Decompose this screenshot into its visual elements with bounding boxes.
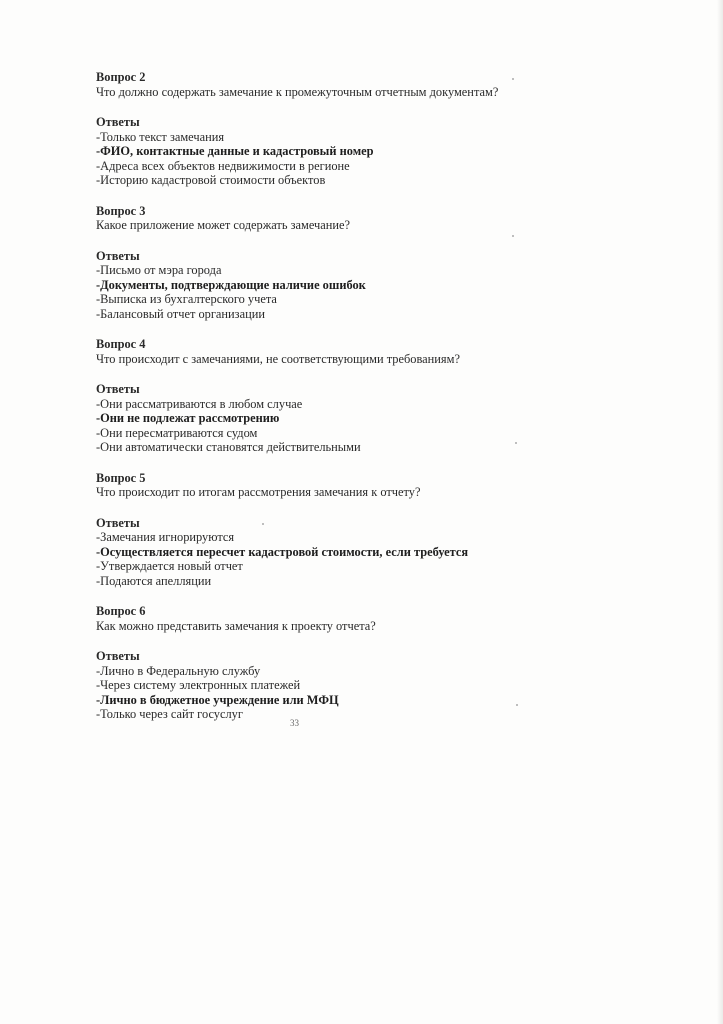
answer-option-correct: -Осуществляется пересчет кадастровой стоимости, если требуется (96, 544, 469, 559)
answers-heading: Ответы (96, 649, 140, 663)
answers-heading: Ответы (96, 115, 140, 129)
answer-option: -Письмо от мэра города (96, 263, 222, 277)
question-block-5 (96, 471, 656, 500)
answer-option: -Они автоматически становятся действительными (96, 440, 361, 454)
document-page (96, 70, 656, 722)
answer-option: -Выписка из бухгалтерского учета (96, 292, 277, 306)
question-text: Какое приложение может содержать замечание? (96, 218, 351, 232)
question-block-2 (96, 70, 656, 99)
answer-option: -Лично в Федеральную службу (96, 663, 261, 678)
answers-heading: Ответы (96, 382, 140, 396)
answer-option: -Замечания игнорируются (96, 530, 235, 544)
answer-option-correct: -ФИО, контактные данные и кадастровый номер (96, 144, 374, 158)
question-text: Как можно представить замечания к проекту отчета? (96, 618, 376, 633)
scan-edge-shadow (717, 0, 723, 1024)
answer-option: -Только текст замечания (96, 129, 225, 144)
question-title: Вопрос 4 (96, 337, 146, 351)
question-title: Вопрос 3 (96, 203, 146, 218)
question-text: Что должно содержать замечание к промежуточным отчетным документам? (96, 84, 499, 99)
answers-block-2 (96, 115, 656, 188)
answer-option-correct: -Документы, подтверждающие наличие ошибок (96, 277, 366, 292)
answers-block-5 (96, 516, 656, 589)
answer-option: -Адреса всех объектов недвижимости в регионе (96, 158, 350, 173)
question-title: Вопрос 2 (96, 70, 146, 84)
question-title: Вопрос 6 (96, 604, 146, 618)
answer-option: -Утверждается новый отчет (96, 559, 243, 573)
answer-option: -Подаются апелляции (96, 573, 212, 588)
question-text: Что происходит с замечаниями, не соответствующими требованиям? (96, 351, 460, 366)
answers-block-4 (96, 382, 656, 455)
answer-option: -Они пересматриваются судом (96, 425, 258, 440)
answers-block-6 (96, 649, 656, 722)
answer-option-correct: -Они не подлежат рассмотрению (96, 411, 280, 425)
page-number: 33 (290, 718, 299, 728)
answer-option: -Они рассматриваются в любом случае (96, 396, 303, 411)
question-block-4 (96, 337, 656, 366)
answers-heading: Ответы (96, 248, 140, 263)
answers-block-3 (96, 249, 656, 322)
question-block-6 (96, 604, 656, 633)
answers-heading: Ответы (96, 515, 140, 530)
answer-option: -Историю кадастровой стоимости объектов (96, 173, 326, 187)
answer-option: -Через систему электронных платежей (96, 678, 301, 692)
answer-option: -Балансовый отчет организации (96, 306, 265, 321)
answer-option-correct: -Лично в бюджетное учреждение или МФЦ (96, 692, 339, 707)
question-block-3 (96, 204, 656, 233)
answer-option: -Только через сайт госуслуг (96, 707, 243, 721)
question-text: Что происходит по итогам рассмотрения замечания к отчету? (96, 485, 421, 499)
question-title: Вопрос 5 (96, 470, 146, 485)
